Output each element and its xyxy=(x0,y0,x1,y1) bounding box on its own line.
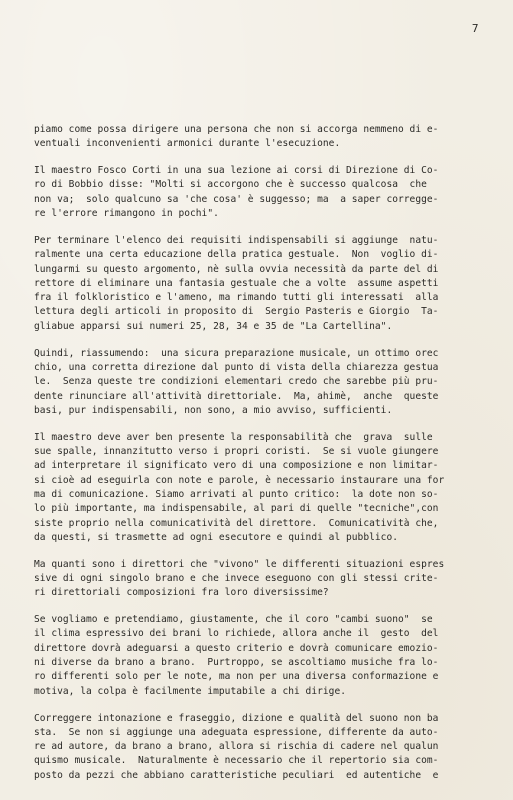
text-line: ro differenti solo per le note, ma non per una diversa conformazione e xyxy=(34,671,439,683)
text-line: non va; solo qualcuno sa 'che cosa' è suggesso; ma a saper corregge- xyxy=(34,193,439,205)
text-line: le. Senza queste tre condizioni elementari credo che sarebbe più pru- xyxy=(34,376,439,388)
text-line: il clima espressivo dei brani lo richiede, allora anche il gesto del xyxy=(34,628,439,640)
text-line: sue spalle, innanzitutto verso i propri coristi. Se si vuole giungere xyxy=(34,446,439,458)
text-line: fra il folkloristico e l'ameno, ma rimando tutti gli interessati alla xyxy=(34,292,439,304)
text-line: Correggere intonazione e fraseggio, dizione e qualità del suono non ba xyxy=(34,712,439,724)
text-line: siste proprio nella comunicatività del direttore. Comunicatività che, xyxy=(34,517,439,529)
text-line: lo più importante, ma indispensabile, al pari di quelle "tecniche",con xyxy=(34,503,439,515)
text-line: sive di ogni singolo brano e che invece eseguono con gli stessi crite- xyxy=(34,572,439,584)
text-line: Il maestro Fosco Corti in una sua lezione ai corsi di Direzione di Co- xyxy=(34,165,439,177)
text-line: basi, pur indispensabili, non sono, a mio avviso, sufficienti. xyxy=(34,404,393,416)
text-line: direttore dovrà adeguarsi a questo criterio e dovrà comunicare emozio- xyxy=(34,642,439,654)
text-line: da questi, si trasmette ad ogni esecutore e quindi al pubblico. xyxy=(34,531,398,543)
text-line: posto da pezzi che abbiano caratteristiche peculiari ed autentiche e xyxy=(34,769,439,781)
text-line: sta. Se non si aggiunge una adeguata espressione, differente da auto- xyxy=(34,726,439,738)
page-number: 7 xyxy=(471,22,479,35)
paragraph xyxy=(34,712,484,783)
text-line: quismo musicale. Naturalmente è necessario che il repertorio sia com- xyxy=(34,755,439,767)
text-line: ventuali inconvenienti armonici durante l'esecuzione. xyxy=(34,138,341,150)
text-line: re ad autore, da brano a brano, allora si rischia di cadere nel qualun xyxy=(34,741,439,753)
paragraph xyxy=(34,431,484,545)
text-line: Se vogliamo e pretendiamo, giustamente, che il coro "cambi suono" se xyxy=(34,614,433,626)
text-line: Quindi, riassumendo: una sicura preparazione musicale, un ottimo orec xyxy=(34,347,439,359)
text-line: si cioè ad eseguirla con note e parole, è necessario instaurare una for xyxy=(34,474,445,486)
text-line: Ma quanti sono i direttori che "vivono" le differenti situazioni espres xyxy=(34,558,445,570)
text-line: chio, una corretta direzione dal punto di vista della chiarezza gestua xyxy=(34,361,439,373)
paragraph xyxy=(34,234,484,334)
text-line: dente rinunciare all'attività direttoriale. Ma, ahimè, anche queste xyxy=(34,390,439,402)
text-line: ma di comunicazione. Siamo arrivati al punto critico: la dote non so- xyxy=(34,488,439,500)
text-line: rettore di eliminare una fantasia gestuale che a volte assume aspetti xyxy=(34,277,439,289)
text-line: ralmente una certa educazione della pratica gestuale. Non voglio di- xyxy=(34,249,439,261)
text-line: ad interpretare il significato vero di una composizione e non limitar- xyxy=(34,460,439,472)
text-line: Per terminare l'elenco dei requisiti indispensabili si aggiunge natu- xyxy=(34,234,439,246)
text-line: ri direttoriali composizioni fra loro diversissime? xyxy=(34,587,329,599)
paragraph xyxy=(34,164,484,221)
text-line: gliabue apparsi sui numeri 25, 28, 34 e 35 de "La Cartellina". xyxy=(34,320,393,332)
page-body xyxy=(34,123,484,796)
text-line: motiva, la colpa è facilmente imputabile a chi dirige. xyxy=(34,685,346,697)
text-line: ni diverse da brano a brano. Purtroppo, se ascoltiamo musiche fra lo- xyxy=(34,657,439,669)
text-line: re l'errore rimangono in pochi". xyxy=(34,208,219,220)
paragraph xyxy=(34,347,484,418)
paragraph xyxy=(34,123,484,152)
paragraph xyxy=(34,558,484,601)
text-line: Il maestro deve aver ben presente la responsabilità che grava sulle xyxy=(34,431,433,443)
text-line: lettura degli articoli in proposito di Sergio Pasteris e Giorgio Ta- xyxy=(34,306,439,318)
text-line: lungarmi su questo argomento, nè sulla ovvia necessità da parte del di xyxy=(34,263,439,275)
paragraph xyxy=(34,613,484,699)
text-line: ro di Bobbio disse: "Molti si accorgono che è successo qualcosa che xyxy=(34,179,427,191)
text-line: piamo come possa dirigere una persona che non si accorga nemmeno di e- xyxy=(34,124,439,135)
